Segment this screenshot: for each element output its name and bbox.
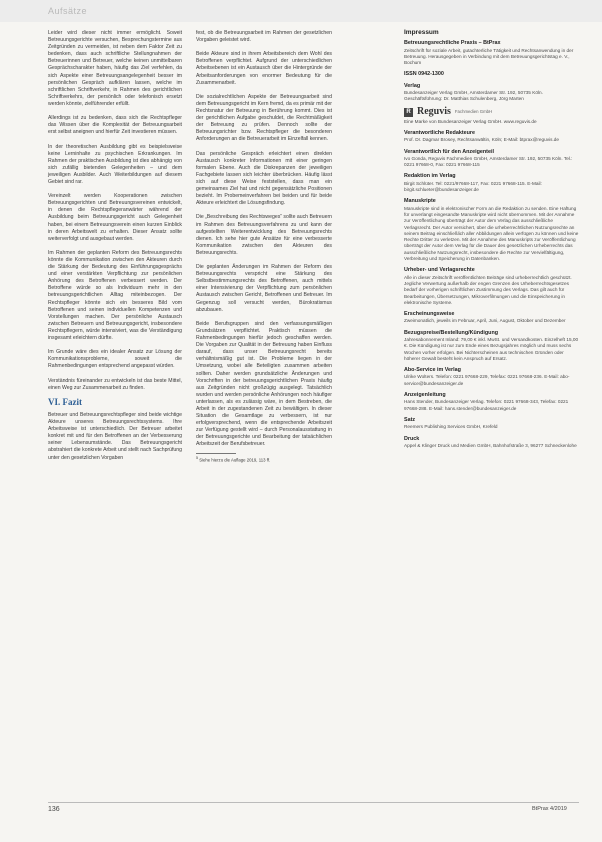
imprint-block-title: Verantwortliche Redakteure (404, 129, 476, 136)
article-paragraph: Im Rahmen der geplanten Reform des Betreuungsrechts könnte die Kommunikation zwischen den Akteuren durch die Stärkung der Bedeutung des Einführungsgesprächs und einer verstärkten Verpflichtung zur persönlichen Anhörung des Betroffenen verbessert werden. Der Betroffene würde so als Individuum mehr in den betreuungsgerichtlichen Alltag miteinbezogen. Der Rechtspfleger könnte sich ein besseres Bild vom Betroffenen und seinen individuellen Kompetenzen und Vorstellungen machen. Der persönliche Austausch zwischen Betreuern und Betreuungsgericht, insbesondere Rechtspflegern, würde intensiviert, was die Verständigung insgesamt erleichtern dürfte. (48, 249, 182, 342)
imprint-block-text: Ivo Gonda, Reguvis Fachmedien GmbH, Amsterdamer Str. 192, 50735 Köln. Tel.: 0221 97668-0, Fax: 0221 97668-115 (404, 155, 573, 168)
footnote-text: Siehe hierzu die Auflage 2019, 113 ff. (199, 456, 271, 462)
imprint-block-text: Manuskripte sind in elektronischer Form an die Redaktion zu senden. Eine Haftung für unverlangt eingesandte Manuskripte wird nicht übernommen. Mit der Annahme zur Veröffentlichung überträgt der Autor dem Verlag das ausschließliche Verlagsrecht. Der Autor versichert, über die urheberrechtlichen Nutzungsrechte an seinem Beitrag einschließlich aller Abbildungen allein verfügen zu können und keine Rechte Dritter zu verletzen. Mit der Annahme des Manuskripts zur Veröffentlichung überträgt der Autor dem Verlag für die Dauer des gesetzlichen Urheberrechts das ausschließliche Nutzungsrecht, insbesondere die Rechte zur Vervielfältigung, Verbreitung und Speicherung in Datenbanken. (404, 205, 579, 262)
imprint-block (404, 311, 579, 325)
imprint-block (404, 83, 579, 103)
imprint-block-text: Prof. Dr. Dagmar Brosey, Rechtsanwältin, Köln; E-Mail: btprax@reguvis.de (404, 137, 559, 143)
reguvis-logo-icon: R (404, 108, 413, 117)
imprint-block (404, 173, 579, 193)
article-paragraph: In der theoretischen Ausbildung gibt es beispielsweise keine Lerninhalte zu psychischen Erkrankungen. Im Rahmen der praktischen Ausbildung ist dies abhängig von sich zufällig bietenden Gelegenheiten – und dem jeweiligen Ausbilder. Auch Weiterbildungen auf diesem Gebiet sind rar. (48, 143, 182, 185)
imprint-column (404, 30, 579, 454)
imprint-block-title: Bezugspreise/Bestellung/Kündigung (404, 329, 499, 336)
imprint-block (404, 71, 579, 77)
article-paragraph: Die „Beschreibung des Rechtsweges“ sollte auch Betreuern im Rahmen des Betreuungsverfahrens zu und kann der aufgestellten Weiterentwicklung des Betreuungsrechts dienen. Ich sehe hier gute Ansätze für eine verbesserte Kommunikation zwischen den Akteuren des Betreuungsrechts. (196, 214, 333, 256)
imprint-block-text: Hans Stender, Bundesanzeiger Verlag. Telefon: 0221 97668-343, Telefax: 0221 97668-288. E-Mail: hans.stender@bundesanzeiger.de (404, 399, 569, 411)
logo-tagline: Fachmedien GmbH (454, 109, 493, 115)
imprint-block-text: Eine Marke von Bundesanzeiger Verlag GmbH. www.reguvis.de (404, 118, 537, 124)
article-paragraph: Verständnis füreinander zu entwickeln ist das beste Mittel, einen Weg zur Zusammenarbeit zu finden. (48, 377, 182, 391)
imprint-block-text: Appel & Klinger Druck und Medien GmbH, Bahnhofstraße 3, 96277 Schneckenlohe (404, 442, 577, 448)
article-column-middle (196, 30, 332, 462)
imprint-block-text: Zeitschrift für soziale Arbeit, gutachterliche Tätigkeit und Rechtsanwendung in der Betreuung. Herausgegeben in Verbindung mit dem Betreuungsgerichtstag e. V., Bochum (404, 47, 574, 66)
article-paragraph: Das persönliche Gespräch erleichtert einen direkten Austausch konkreter Informationen mit einer geringen formalen Ebene. Auch die Diskrepanzen der jeweiligen Fachgebiete lassen sich leichter überbrücken. Häufig lässt sich auf diese Weise feststellen, dass man ein gemeinsames Ziel hat und nicht gegensätzliche Positionen bezieht. Im Probemeinverfahren bei beiden und für beide Akteure erleichtert die Lösungsfindung. (196, 150, 332, 207)
imprint-block-title: Betreuungsrechtliche Praxis – BtPrax (404, 40, 501, 47)
imprint-block (404, 130, 579, 144)
imprint-block (404, 198, 579, 262)
footnote-marker: 5 (196, 455, 198, 460)
header-band (0, 0, 602, 22)
footer-divider (48, 802, 579, 803)
section-header-label: Aufsätze (48, 6, 88, 16)
imprint-block (404, 367, 579, 387)
logo-wordmark: Reguvis (417, 106, 451, 118)
article-paragraph: Beide Berufsgruppen sind den verfassungsmäßigen Grundsätzen verpflichtet. Praktisch müssen die Rahmenbedingungen hierfür jedoch geschaffen werden. Die Vorgaben zur Qualität in der Betreuung haben Einfluss darauf, dass unser Betreuungsrecht bereits verhältnismäßig gut ist. Die Probleme liegen in der Umsetzung, wobei alle Beteiligten zusammen arbeiten sollten. Daher werden grundsätzliche Änderungen und Vorschriften in der betreuungsgerichtlichen Praxis häufig aus Zeitgründen nicht großzügig ausgelegt. Tatsächlich wurden und werden persönliche Anhörungen noch häufiger unterlassen, als es zulässig wäre, in dem Bestreben, die Arbeit in der zugestandenen Zeit zu bewältigen. In dieser Situation die Gesamtlage zu verbessern, ist nur erfolgversprechend, wenn die entsprechende Arbeitszeit zur Verfügung gestellt wird – durch Personalausstattung in der Betreuungsgerichte und Bearbeitung der tatsächlichen Arbeitszeit der Berufsbetreuer. (196, 320, 332, 448)
article-paragraph: Vereinzelt werden Kooperationen zwischen Betreuungsgerichten und Betreuungsvereinen entwickelt, in denen die Rechtspflegeranwärter während der Ausbildung beim Betreuungsgericht auch Gelegenheit haben, bei einem Betreuungsverein einen kurzen Einblick in deren Arbeitswelt zu erhalten. Dieser Ansatz sollte weiterverfolgt und ausgebaut werden. (48, 193, 182, 242)
footnote-divider (196, 453, 236, 454)
imprint-block-title: Abo-Service im Verlag (404, 367, 461, 374)
article-paragraph: Allerdings ist zu bedenken, dass sich die Rechtspfleger das Wissen über die Komplexität der Betreuungsarbeit erst selbst aneignen und hierfür Zeit investieren müssen. (48, 115, 182, 136)
publisher-logo (404, 108, 579, 117)
imprint-block (404, 40, 579, 66)
imprint-block-title: Manuskripte (404, 198, 436, 205)
article-paragraph: Die sozialrechtlichen Aspekte der Betreuungsarbeit sind dem Betreuungsgericht im Kern fremd, da es primär mit der Rechtsnatur der Betreuung in Berührung kommt. Dies ist der gerichtlichen Aufgabe geschuldet, die Rechtmäßigkeit der Betreuung zu prüfen. Dennoch sollte der Betreuungsrichter bzw. Rechtspfleger die besonderen Anforderungen an die Betreuerarbeit im Einzelfall kennen. (196, 93, 332, 143)
imprint-block-text: Reemers Publishing Services GmbH, Krefeld (404, 424, 498, 430)
imprint-block-title: Urheber- und Verlagsrechte (404, 267, 475, 274)
imprint-block-title: Druck (404, 435, 420, 442)
article-paragraph: Beide Akteure sind in ihrem Arbeitsbereich dem Wohl des Betroffenen verpflichtet. Aufgrund der unterschiedlichen Arbeitsebenen ist ein Austausch über die Hintergründe der Arbeitsanforderungen von enormer Bedeutung für die Zusammenarbeit. (196, 51, 332, 86)
journal-issue: BtPrax 4/2019 (532, 806, 567, 812)
imprint-block-text: Bundesanzeiger Verlag GmbH, Amsterdamer Str. 192, 50735 Köln. Geschäftsführung: Dr. Matthias Schulenberg, Jörg Marten (404, 90, 543, 102)
imprint-block-title: Satz (404, 416, 416, 423)
imprint-block-text: Birgit Schlüter. Tel: 0221/97668-117, Fax: 0221 97668-115. E-Mail: birgit.schlueter@bundesanzeiger.de (404, 180, 542, 193)
article-paragraph: Die geplanten Änderungen im Rahmen der Reform des Betreuungsrechts verspricht eine Stärkung des Selbstbestimmungsrechts des Betroffenen, auch mittels einer Intensivierung der Verpflichtung zum persönlichen Austausch zwischen Gericht, Betroffenen und Betreuer. Im Gegenzug soll versucht werden, Bürokratismus abzubauen. (196, 264, 332, 313)
imprint-block-title: ISSN 0942-1300 (404, 71, 444, 78)
imprint-block-title: Verlag (404, 82, 421, 89)
imprint-block (404, 392, 579, 412)
imprint-block (404, 119, 579, 125)
imprint-block (404, 267, 579, 306)
article-paragraph: Im Grunde wäre dies ein idealer Ansatz zur Lösung der Kommunikationsprobleme, soweit die Rahmenbedingungen entsprechend angepasst würden. (48, 349, 182, 370)
imprint-block-text: Zweimonatlich, jeweils im Februar, April, Juni, August, Oktober und Dezember (404, 318, 566, 324)
imprint-block (404, 330, 579, 362)
article-paragraph: Leider wird dieser nicht immer ermöglicht. Soweit Betreuungsgerichte versuchen, Besprechungstermine aus Zeitgründen zu vermeiden, ist neben dem Faktor Zeit zu bedenken, dass auch schriftliche Stellungnahmen der Betreuerinnen und Betreuer, welche keinen unmittelbaren Gesprächscharakter haben, häufig das Ziel verfehlen, da sich Aspekte einer Betreuungsangelegenheit besser im persönlichen Gespräch aufklären lassen, welche im schriftlichen Schriftverkehr, in Rahmen des gerichtlichen Schriftverkehrs, der persönlich oder telefonisch ersetzt werden könnte, zielführender erfüllt. (48, 30, 182, 107)
imprint-block-title: Redaktion im Verlag (404, 173, 456, 180)
imprint-block-text: Ulrike Wolters. Telefon: 0221 97668-229, Telefax: 0221 97668-236. E-Mail: abo-service@bundesanzeiger.de (404, 374, 570, 386)
imprint-block (404, 436, 579, 450)
imprint-block (404, 149, 579, 169)
article-column-left (48, 30, 182, 465)
imprint-block-title: Anzeigenleitung (404, 392, 446, 399)
page-number: 136 (48, 806, 60, 813)
footnote (196, 456, 332, 463)
imprint-block (404, 417, 579, 431)
section-heading-fazit: VI. Fazit (48, 396, 82, 407)
imprint-block-text: Alle in dieser Zeitschrift veröffentlichten Beiträge sind urheberrechtlich geschützt. Jegliche Verwertung außerhalb der engen Grenzen des Urheberrechtsgesetzes bedarf der vorherigen schriftlichen Zustimmung des Verlags. Das gilt auch für Bearbeitungen, Übersetzungen, Mikroverfilmungen und die Einspeicherung in elektronische Systeme. (404, 274, 572, 305)
imprint-block-title: Verantwortlich für den Anzeigenteil (404, 148, 494, 155)
imprint-block-title: Erscheinungsweise (404, 311, 455, 318)
article-paragraph: Betreuer und Betreuungsrechtspfleger sind beide wichtige Akteure unseres Betreuungsrechtssystems. Ihre Arbeitsweise ist unterschiedlich. Der Betreuer arbeitet konkret mit und für den Betroffenen an der Verbesserung seiner Lebensumstände. Das Betreuungsgericht abstrahiert die konkrete Arbeit und stellt nach Sachprüfung unter den gesetzlichen Vorgaben (48, 411, 182, 461)
imprint-block-text: Jahresabonnement Inland: 79,00 € inkl. MwSt. und Versandkosten. Einzelheft 15,00 €. Die Kündigung ist nur zum Ende eines Bezugsjahres möglich und muss sechs Wochen vorher erfolgen. Bei Nichterscheinen aus technischen Gründen oder höherer Gewalt besteht kein Anspruch auf Ersatz. (404, 336, 579, 361)
article-paragraph: fest, ob die Betreuungsarbeit im Rahmen der gesetzlichen Vorgaben geleistet wird. (196, 30, 332, 44)
imprint-heading: Impressum (404, 29, 439, 36)
